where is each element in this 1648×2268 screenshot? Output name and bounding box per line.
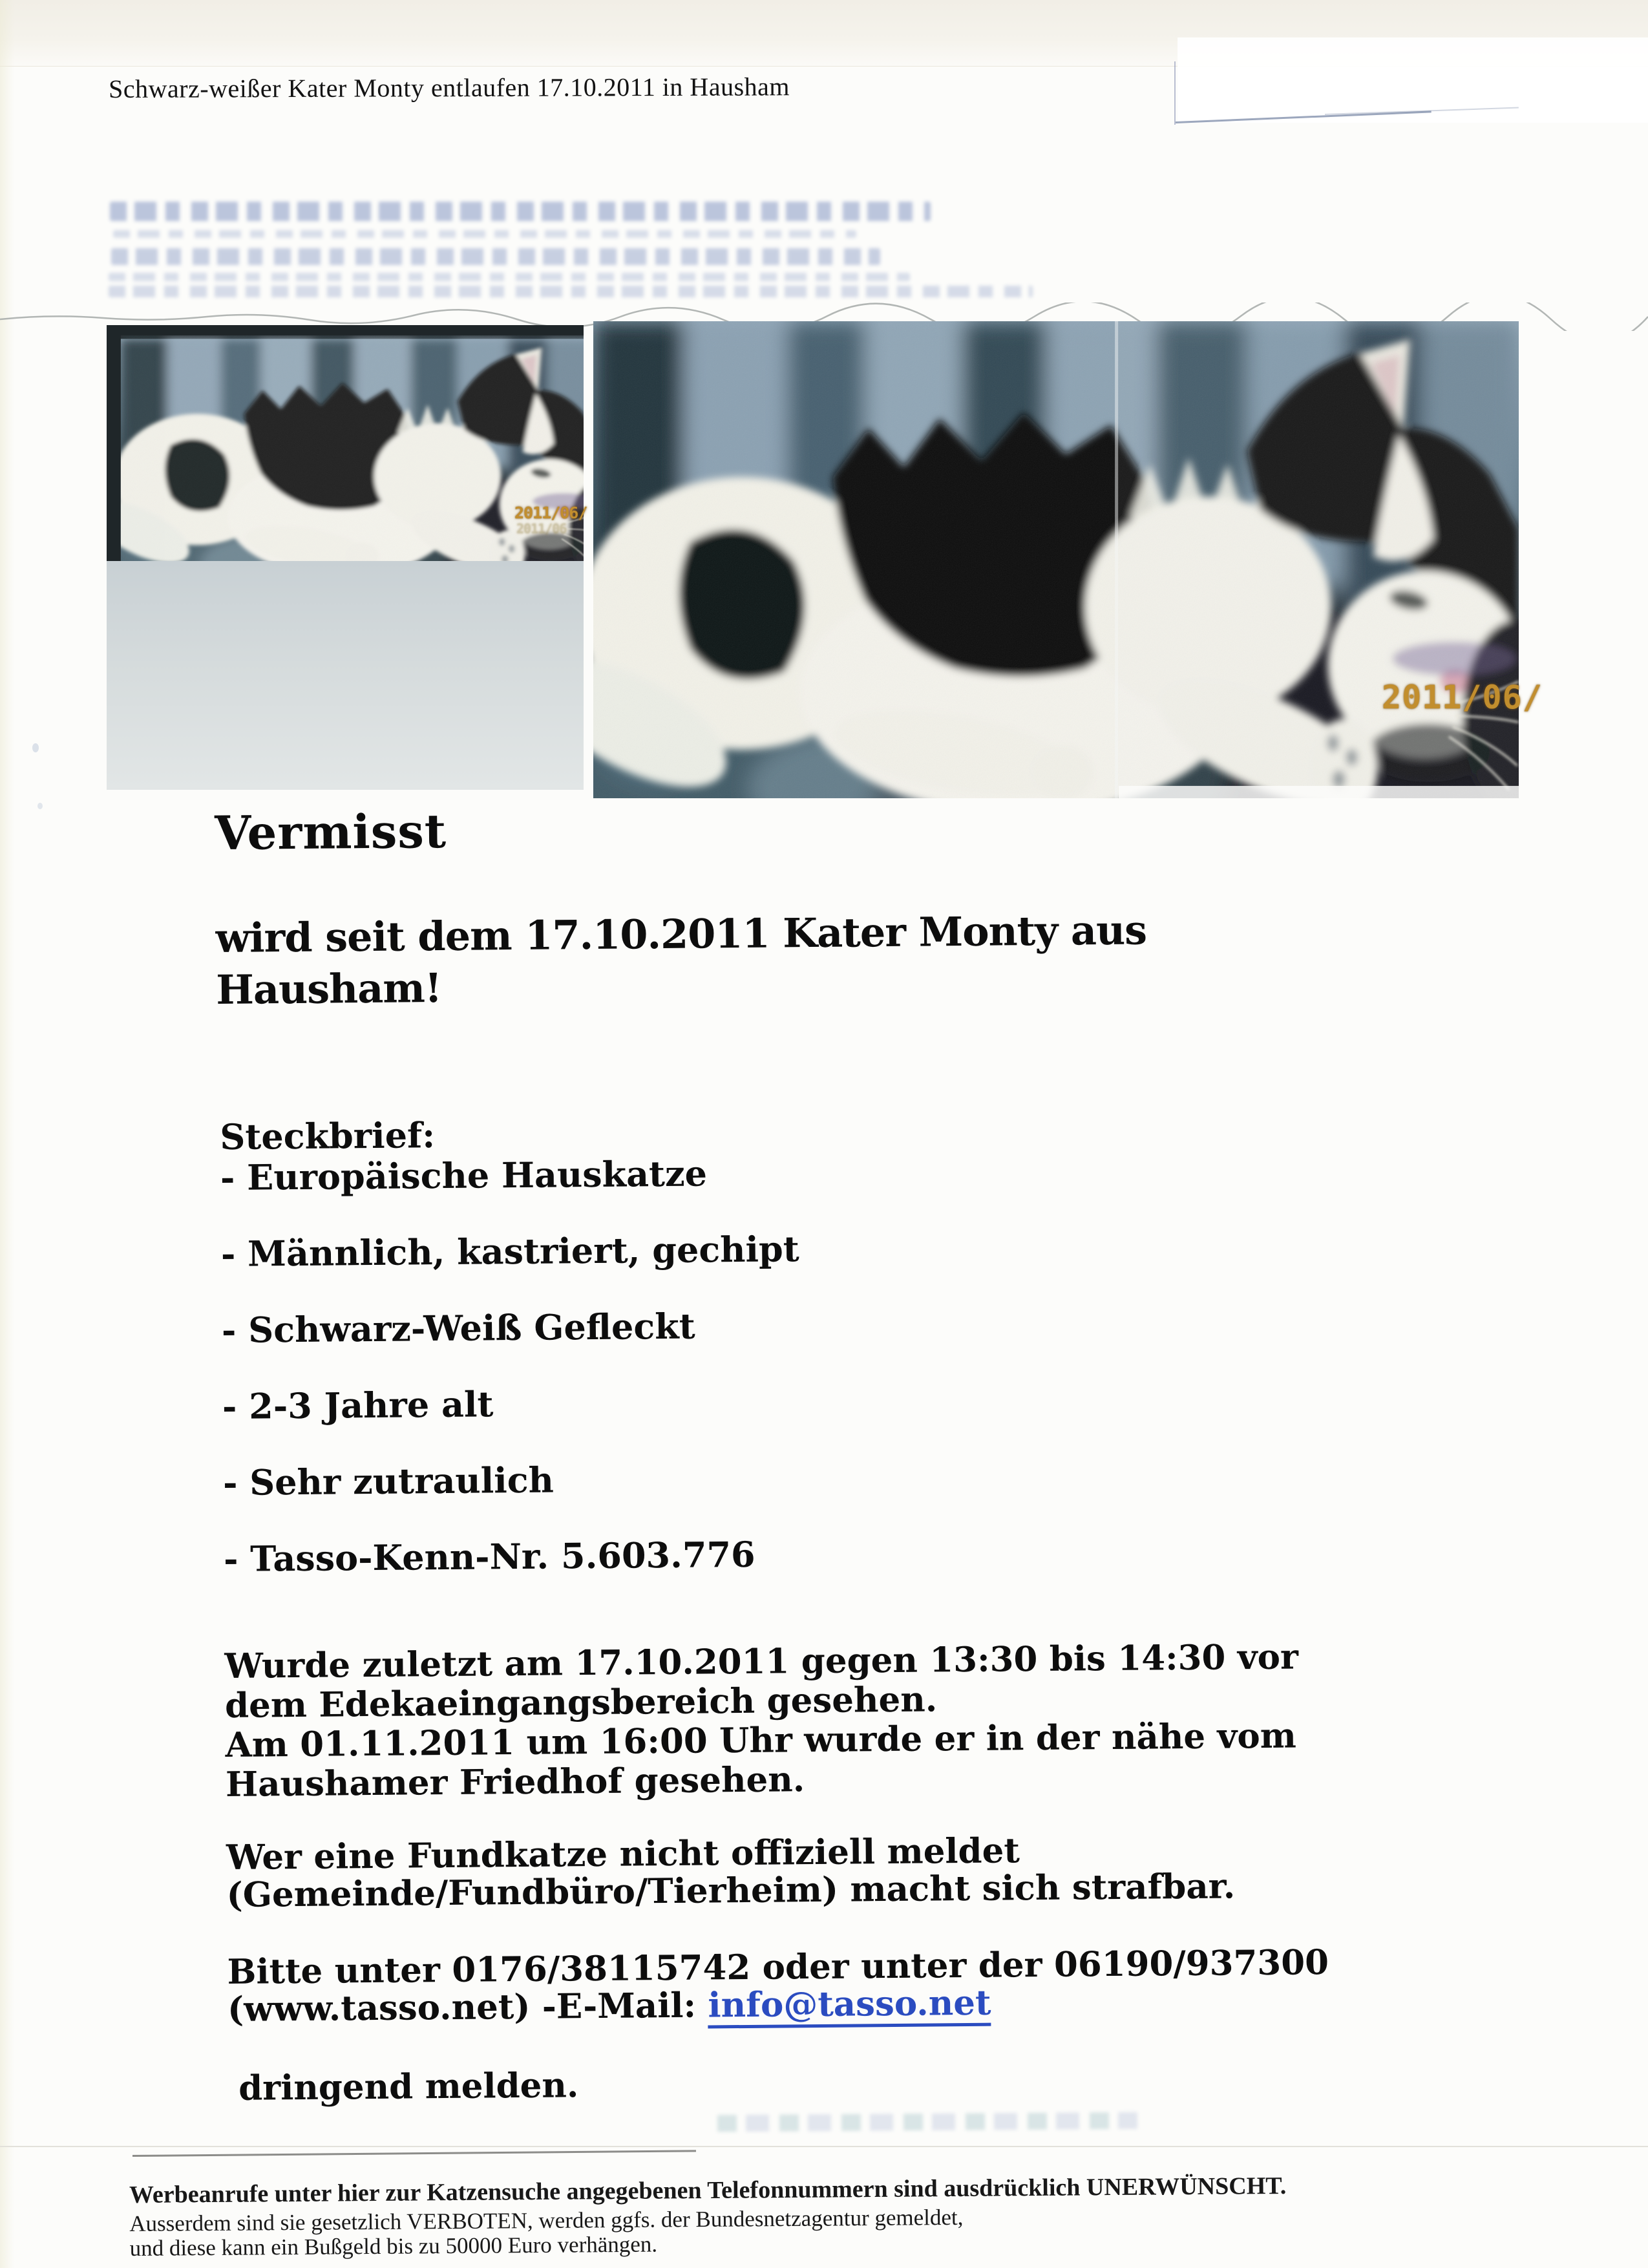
- sighting-line: Wurde zuletzt am 17.10.2011 gegen 13:30 bis 14:30 vor: [224, 1637, 1299, 1686]
- profile-item: - Schwarz-Weiß Gefleckt: [221, 1305, 695, 1351]
- profile-item: - Europäische Hauskatze: [220, 1152, 708, 1199]
- contact-line2-prefix: (www.tasso.net) -E-Mail:: [227, 1985, 708, 2030]
- closing-line: dringend melden.: [238, 2065, 579, 2108]
- poster-subtitle-line1: wird seit dem 17.10.2011 Kater Monty aus: [215, 906, 1147, 962]
- photo-timestamp-left: 2011/06/: [514, 503, 587, 522]
- poster-subtitle-line2: Hausham!: [216, 964, 442, 1014]
- sighting-line: Haushamer Friedhof gesehen.: [225, 1759, 805, 1805]
- profile-heading: Steckbrief:: [220, 1114, 436, 1158]
- poster-title: Vermisst: [214, 803, 447, 861]
- header-note: Schwarz-weißer Kater Monty entlaufen 17.10.2011 in Hausham: [109, 72, 790, 103]
- profile-item: - Tasso-Kenn-Nr. 5.603.776: [223, 1533, 755, 1580]
- footer-line3: und diese kann ein Bußgeld bis zu 50000 Euro verhängen.: [129, 2231, 658, 2261]
- email-link[interactable]: info@tasso.net: [708, 1983, 991, 2029]
- sighting-line: Am 01.11.2011 um 16:00 Uhr wurde er in der nähe vom: [225, 1715, 1297, 1765]
- profile-item: - Männlich, kastriert, gechipt: [220, 1228, 799, 1275]
- warning-line: (Gemeinde/Fundbüro/Tierheim) macht sich strafbar.: [226, 1866, 1236, 1915]
- contact-line1: Bitte unter 0176/38115742 oder unter der 06190/937300: [227, 1942, 1329, 1992]
- footer-line1: Werbeanrufe unter hier zur Katzensuche angegebenen Telefonnummern sind ausdrücklich UNERWÜNSCHT.: [129, 2172, 1287, 2209]
- warning-line: Wer eine Fundkatze nicht offiziell meldet: [226, 1830, 1020, 1878]
- footer-line2: Ausserdem sind sie gesetzlich VERBOTEN, werden ggfs. der Bundesnetzagentur gemeldet,: [129, 2204, 964, 2236]
- photo-timestamp-right: 2011/06/: [1382, 679, 1543, 716]
- photo-timestamp-left-ghost: 2011/06: [516, 521, 567, 536]
- sighting-line: dem Edekaeingangsbereich gesehen.: [224, 1679, 938, 1726]
- profile-item: - 2-3 Jahre alt: [222, 1383, 494, 1427]
- profile-item: - Sehr zutraulich: [222, 1459, 555, 1503]
